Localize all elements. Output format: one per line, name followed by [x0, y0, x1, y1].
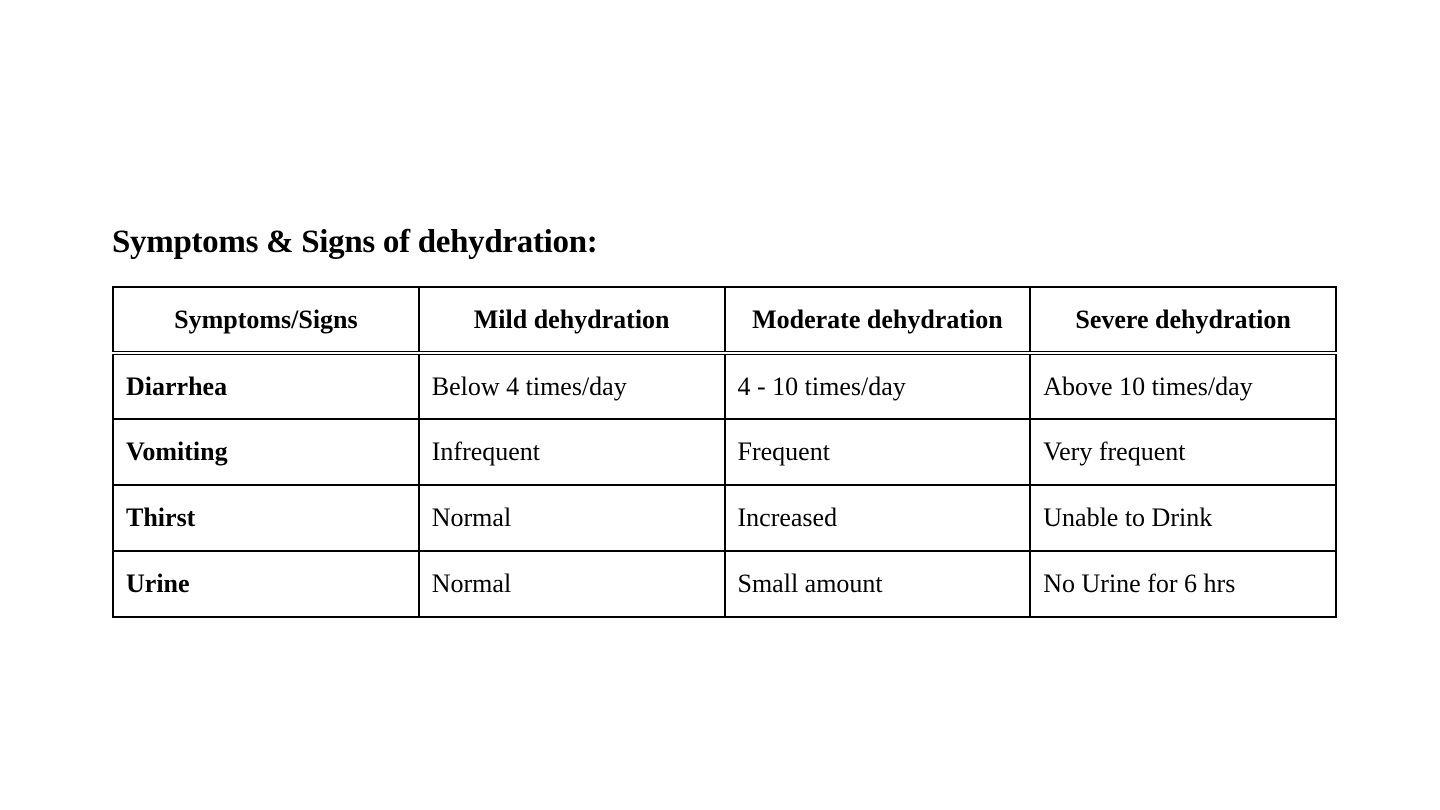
- table-cell: Small amount: [725, 551, 1031, 617]
- table-header-row: [113, 287, 1336, 353]
- table-cell: Above 10 times/day: [1030, 353, 1336, 419]
- table-cell: No Urine for 6 hrs: [1030, 551, 1336, 617]
- table-cell: Normal: [419, 485, 725, 551]
- page-title: Symptoms & Signs of dehydration:: [112, 224, 598, 260]
- table-row: [113, 551, 1336, 617]
- table-row: [113, 353, 1336, 419]
- column-header-symptoms: Symptoms/Signs: [113, 287, 419, 353]
- column-header-severe: Severe dehydration: [1030, 287, 1336, 353]
- row-label-diarrhea: Diarrhea: [113, 353, 419, 419]
- column-header-mild: Mild dehydration: [419, 287, 725, 353]
- table-row: [113, 485, 1336, 551]
- column-header-moderate: Moderate dehydration: [725, 287, 1031, 353]
- table-cell: Below 4 times/day: [419, 353, 725, 419]
- dehydration-table: [112, 286, 1337, 618]
- table-cell: Increased: [725, 485, 1031, 551]
- table-row: [113, 419, 1336, 485]
- row-label-vomiting: Vomiting: [113, 419, 419, 485]
- row-label-urine: Urine: [113, 551, 419, 617]
- row-label-thirst: Thirst: [113, 485, 419, 551]
- table-cell: Infrequent: [419, 419, 725, 485]
- table-cell: Very frequent: [1030, 419, 1336, 485]
- table-cell: Normal: [419, 551, 725, 617]
- table-cell: Frequent: [725, 419, 1031, 485]
- table-cell: Unable to Drink: [1030, 485, 1336, 551]
- table-cell: 4 - 10 times/day: [725, 353, 1031, 419]
